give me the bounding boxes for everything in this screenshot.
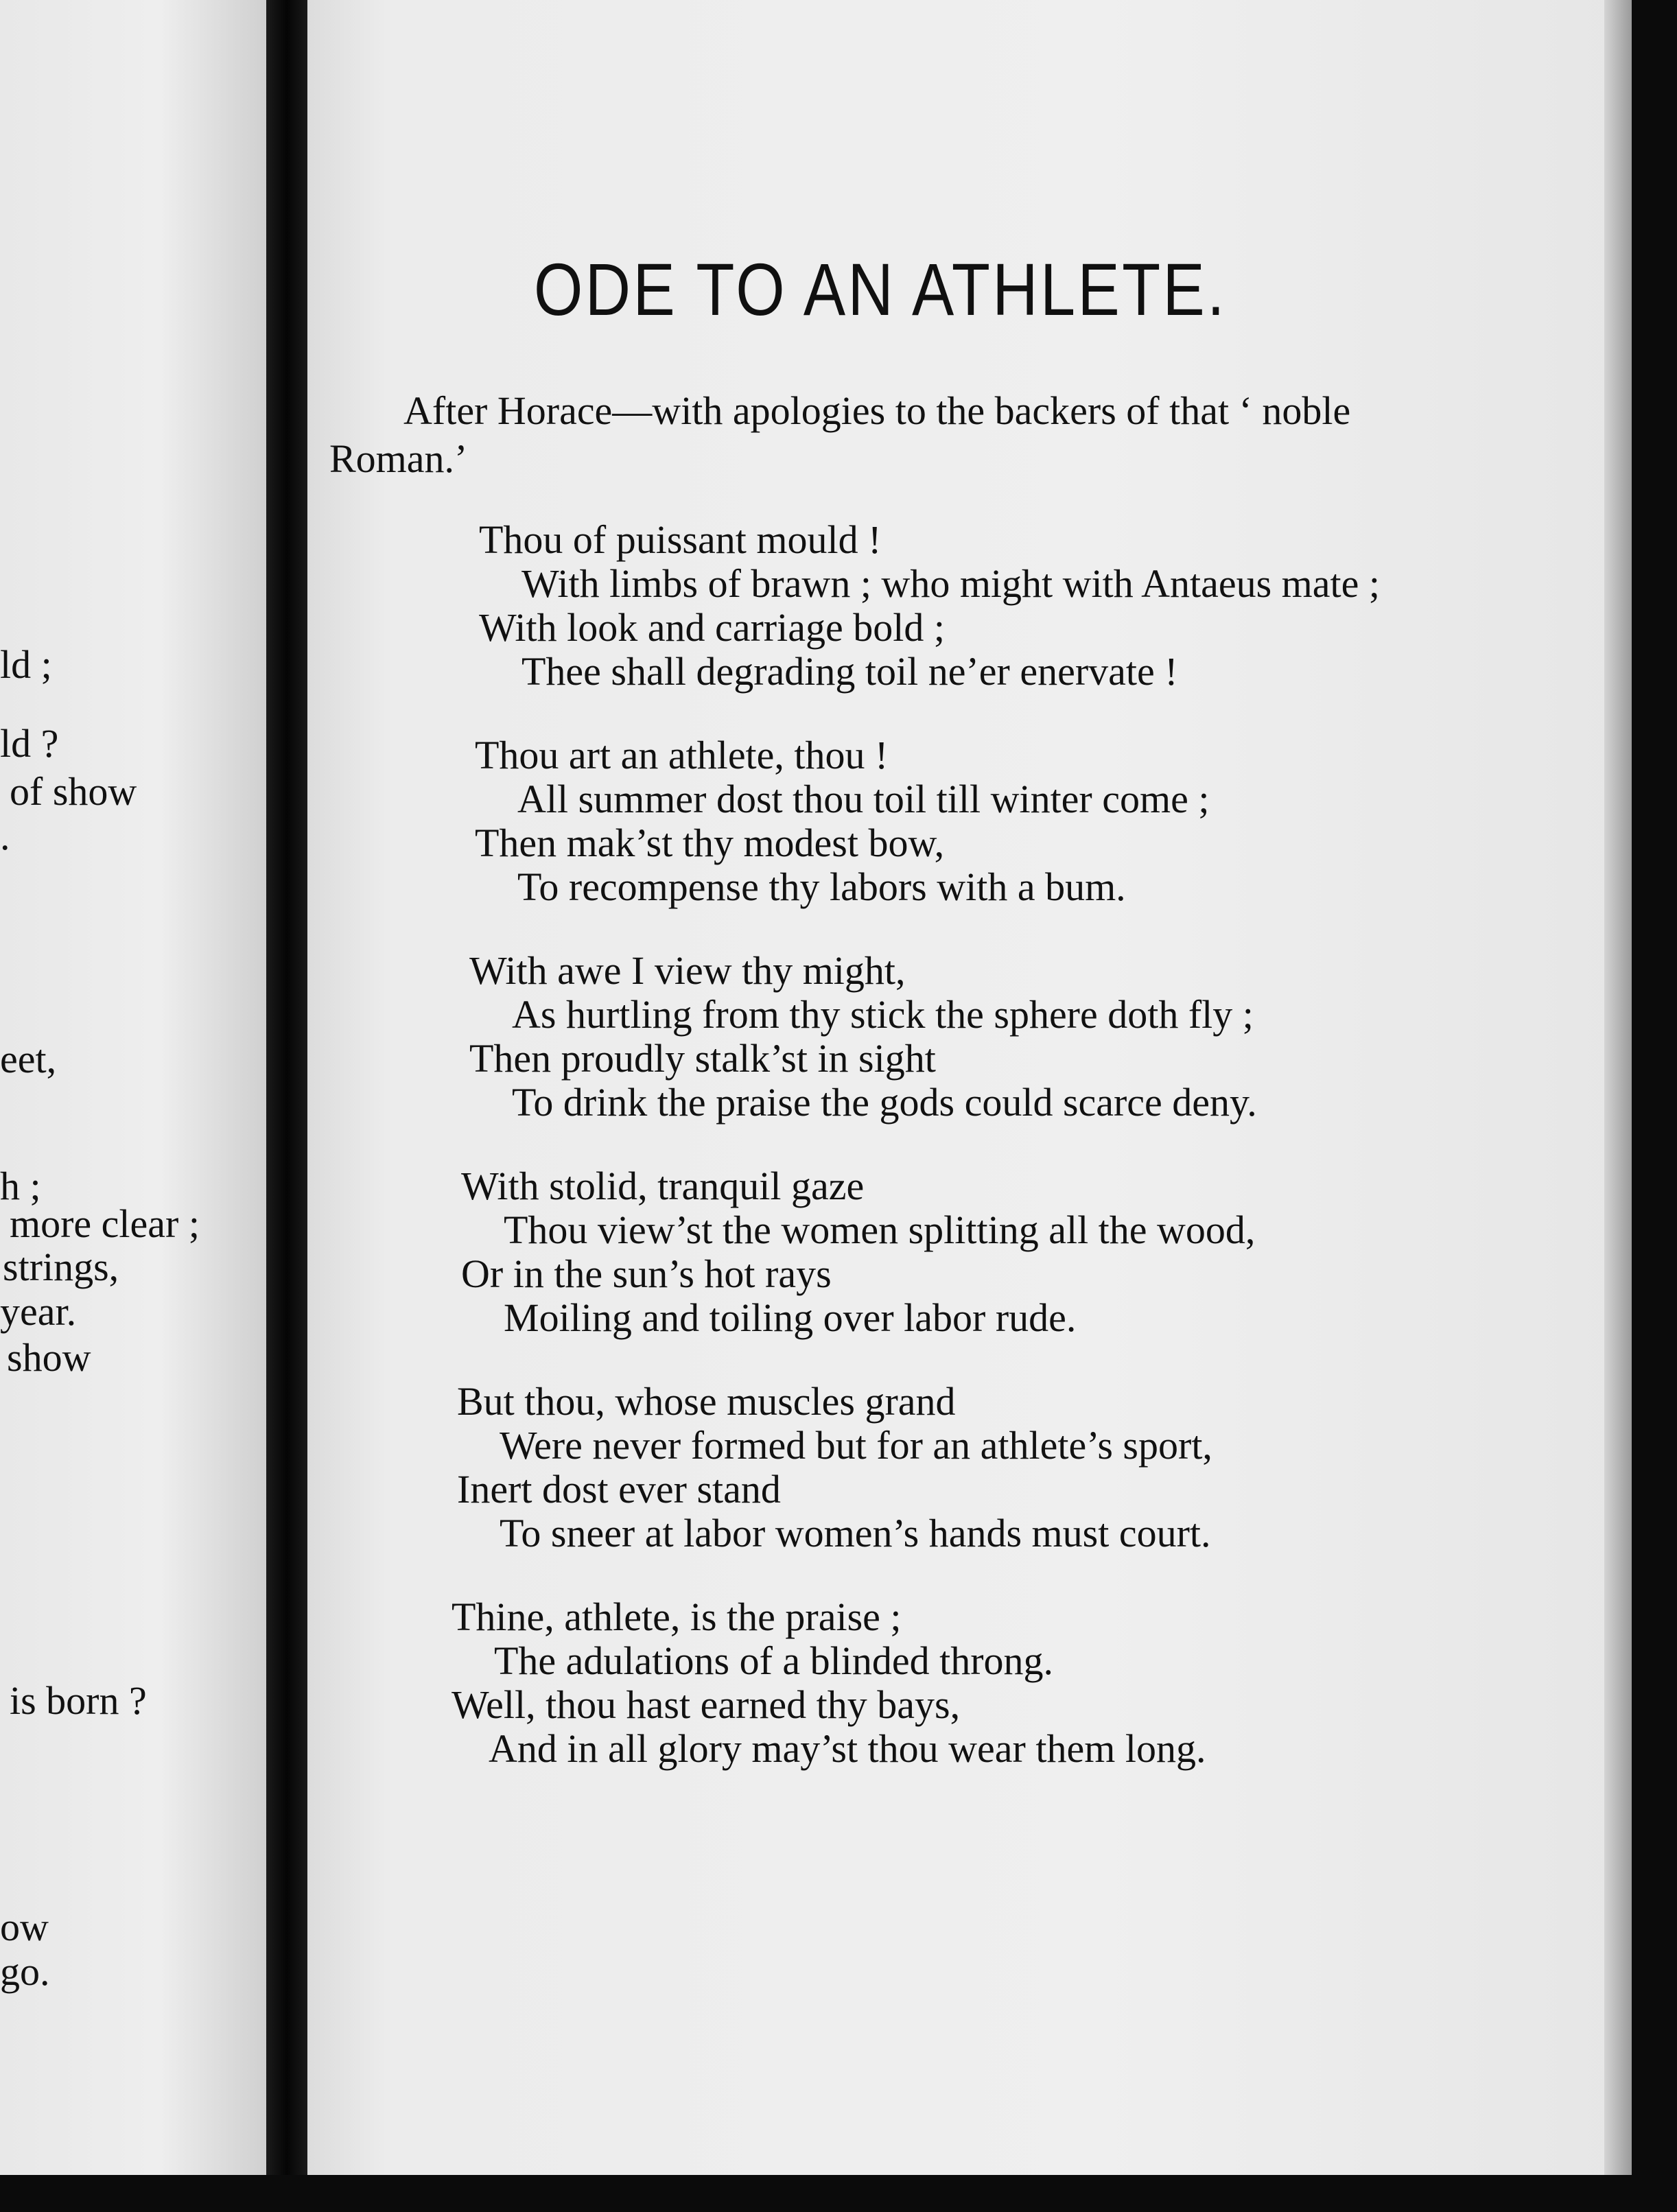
poem-line: With stolid, tranquil gaze	[461, 1164, 865, 1208]
left-page-fragment: go.	[0, 1949, 50, 1994]
poem-line: All summer dost thou toil till winter come ;	[517, 777, 1210, 821]
left-page-fragment: ld ;	[0, 642, 52, 687]
poem-line: To recompense thy labors with a bum.	[517, 864, 1126, 909]
poem-line: Well, thou hast earned thy bays,	[452, 1682, 961, 1727]
left-page-fragment: of show	[10, 769, 137, 814]
book-gutter	[266, 0, 307, 2212]
poem-line: Thou view’st the women splitting all the wood,	[504, 1208, 1256, 1252]
poem-line: Thou art an athlete, thou !	[475, 733, 889, 777]
left-page-fragment: h ;	[0, 1164, 41, 1208]
left-page-fragment: show	[7, 1335, 91, 1380]
poem-line: Thine, athlete, is the praise ;	[452, 1595, 902, 1639]
left-page-fragment: is born ?	[10, 1678, 147, 1723]
poem-line: Moiling and toiling over labor rude.	[504, 1295, 1077, 1340]
poem-line: Inert dost ever stand	[457, 1467, 781, 1511]
poem-line: Were never formed but for an athlete’s sport,	[500, 1423, 1212, 1468]
poem-line: With look and carriage bold ;	[479, 605, 945, 650]
poem-title: ODE TO AN ATHLETE.	[534, 248, 1228, 331]
page-edge	[1604, 0, 1632, 2212]
left-page-fragment: year.	[0, 1289, 77, 1334]
poem-line: Then mak’st thy modest bow,	[475, 821, 945, 865]
poem-intro-line: Roman.’	[329, 436, 468, 481]
scan-border-bottom	[0, 2175, 1677, 2212]
left-page-fragment: ow	[0, 1905, 49, 1949]
poem-line: Thee shall degrading toil ne’er enervate !	[521, 649, 1178, 694]
left-page-fragment: more clear ;	[10, 1201, 200, 1246]
left-page-fragment: strings,	[3, 1245, 119, 1289]
poem-line: Thou of puissant mould !	[479, 517, 882, 562]
poem-line: But thou, whose muscles grand	[457, 1379, 956, 1424]
right-page	[307, 0, 1632, 2212]
poem-line: And in all glory may’st thou wear them long.	[489, 1726, 1206, 1771]
left-page-fragment: ld ?	[0, 721, 59, 766]
scan-border-right	[1632, 0, 1677, 2212]
poem-line: Then proudly stalk’st in sight	[469, 1036, 936, 1081]
poem-line: Or in the sun’s hot rays	[461, 1251, 832, 1296]
left-page	[0, 0, 266, 2212]
poem-line: As hurtling from thy stick the sphere doth fly ;	[512, 992, 1254, 1037]
poem-intro-line: After Horace—with apologies to the backers of that ‘ noble	[403, 388, 1351, 433]
poem-line: To sneer at labor women’s hands must court.	[500, 1511, 1211, 1555]
poem-line: With limbs of brawn ; who might with Antaeus mate ;	[521, 561, 1380, 606]
poem-line: With awe I view thy might,	[469, 948, 906, 993]
left-page-fragment: .	[0, 814, 10, 858]
poem-line: To drink the praise the gods could scarce deny.	[512, 1080, 1257, 1125]
poem-line: The adulations of a blinded throng.	[494, 1638, 1054, 1683]
left-page-fragment: eet,	[0, 1037, 57, 1081]
